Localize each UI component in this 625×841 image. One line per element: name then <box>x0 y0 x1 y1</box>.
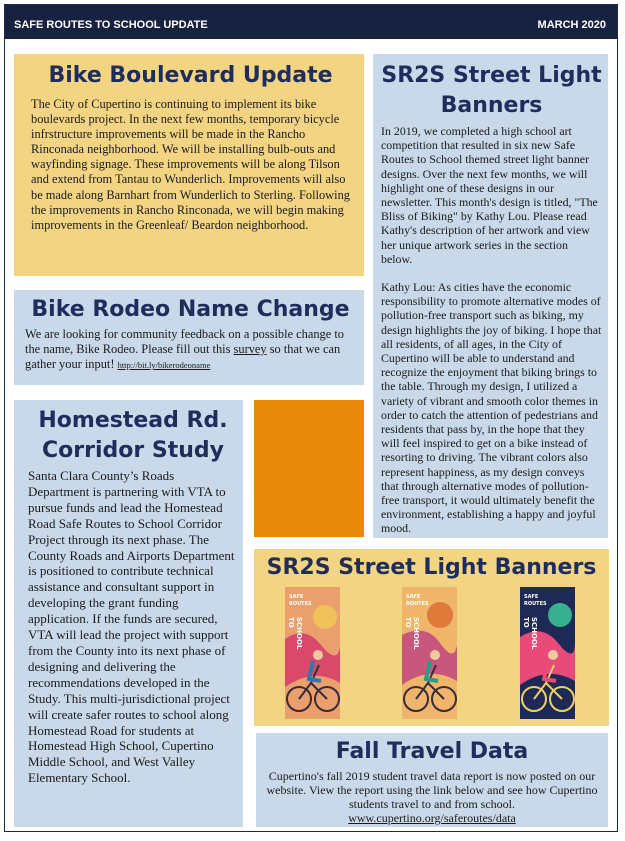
header-title: SAFE ROUTES TO SCHOOL UPDATE <box>14 19 208 31</box>
svg-text:ROUTES: ROUTES <box>289 601 312 607</box>
homestead-body: Santa Clara County’s Roads Department is partnering with VTA to pursue funds and lead the Homestead Road Safe Routes to School Corridor Project through its next phase. The County Roads and Airports Department is positioned to contribute technical assistance and consultant support in developing the grant funding application. If the funds are secured, VTA will lead the project with support from the County into its next phase of designing and delivering the recommendations developed in the Study. This multi-jurisdictional project will create safer routes to school along Homestead Road for students at Homestead High School, Cupertino Middle School, and West Valley Elementary School. <box>28 468 235 786</box>
svg-text:SCHOOL: SCHOOL <box>530 617 538 650</box>
homestead-title-line1: Homestead Rd. <box>38 408 228 433</box>
fall-travel-data-link[interactable]: www.cupertino.org/saferoutes/data <box>348 811 516 825</box>
banner-image-3 <box>520 587 575 719</box>
fall-travel-body: Cupertino's fall 2019 student travel data report is now posted on our website. View the report using the link below and see how Cupertino students travel to and from school. <box>266 769 598 811</box>
bike-rodeo-text: We are looking for community feedback on a possible change to the name, Bike Rodeo. Please fill out this <box>25 327 344 357</box>
homestead-section <box>14 400 243 827</box>
sr2s-article-title-line2: Banners <box>440 93 543 118</box>
orange-accent-block <box>254 400 364 537</box>
bike-rodeo-section <box>14 290 364 385</box>
sr2s-article-section <box>373 54 608 538</box>
sr2s-article-para2: Kathy Lou: As cities have the economic responsibility to promote alternative modes of pollution-free transport such as biking, my design highlights the joy of biking. I hope that all residents, of all ages, in the City of Cupertino will be able to understand and recognize the enjoyment that biking brings to the table. Through my design, I utilized a variety of vibrant and smooth color themes in order to catch the attention of pedestrians and residents that pass by, in the hope that they will feel inspired to get on a bike instead of resorting to driving. The vibrant colors also represent happiness, as my design conveys that through alternative modes of pollution-free transport, it would ultimately benefit the environment, establishing a happy and joyful mood. <box>381 280 602 536</box>
bike-rodeo-url-link[interactable]: http://bit.ly/bikerodeoname <box>117 360 211 371</box>
svg-text:SCHOOL: SCHOOL <box>295 617 303 650</box>
svg-text:SAFE: SAFE <box>524 594 539 600</box>
homestead-title <box>28 406 238 466</box>
sr2s-article-para1: In 2019, we completed a high school art competition that resulted in six new Safe Routes to School themed street light banner designs. Over the next few months, we will highlight one of these designs in our newsletter. This month's design is titled, "The Bliss of Biking" by Kathy Lou. Please read Kathy's description of her artwork and view her unique artwork series in the section below. <box>381 124 598 266</box>
svg-text:ROUTES: ROUTES <box>406 601 429 607</box>
banners-gallery-title: SR2S Street Light Banners <box>266 555 597 580</box>
bike-rodeo-text-end: so that we can gather your input! <box>25 342 341 372</box>
sr2s-article-title-line1: SR2S Street Light <box>381 63 602 88</box>
bike-rodeo-title: Bike Rodeo Name Change <box>31 297 350 322</box>
homestead-title-line2: Corridor Study <box>42 438 224 463</box>
bike-boulevard-title: Bike Boulevard Update <box>48 63 333 88</box>
svg-text:ROUTES: ROUTES <box>524 601 547 607</box>
svg-text:TO: TO <box>287 617 295 628</box>
fall-travel-title: Fall Travel Data <box>335 739 529 764</box>
survey-link[interactable]: survey <box>233 342 267 357</box>
sr2s-article-title <box>381 61 602 121</box>
svg-text:SAFE: SAFE <box>406 594 421 600</box>
fall-travel-section <box>256 733 608 827</box>
header-date: MARCH 2020 <box>537 19 606 31</box>
bike-boulevard-section <box>14 54 364 276</box>
banner-image-2 <box>402 587 457 719</box>
svg-text:TO: TO <box>404 617 412 628</box>
bike-rodeo-body <box>25 327 356 373</box>
svg-text:TO: TO <box>522 617 530 628</box>
bike-boulevard-body: The City of Cupertino is continuing to implement its bike boulevards project. In the next few months, temporary bicycle infrstructure improvements will be made in the Rancho Rinconada neighborhood. We will be installing bulb-outs and wayfinding signage. These improvements will be along Tilson and extend from Tantau to Wunderlich. Improvements will also be made along Barnhart from Wunderlich to Sterling. Following the improvements in Rancho Rinconada, we will begin making improvements in the Greenleaf/ Beardon neighborhood. <box>31 97 350 232</box>
svg-text:SCHOOL: SCHOOL <box>412 617 420 650</box>
svg-text:SAFE: SAFE <box>289 594 304 600</box>
banner-image-1 <box>285 587 340 719</box>
newsletter-header <box>5 5 617 39</box>
